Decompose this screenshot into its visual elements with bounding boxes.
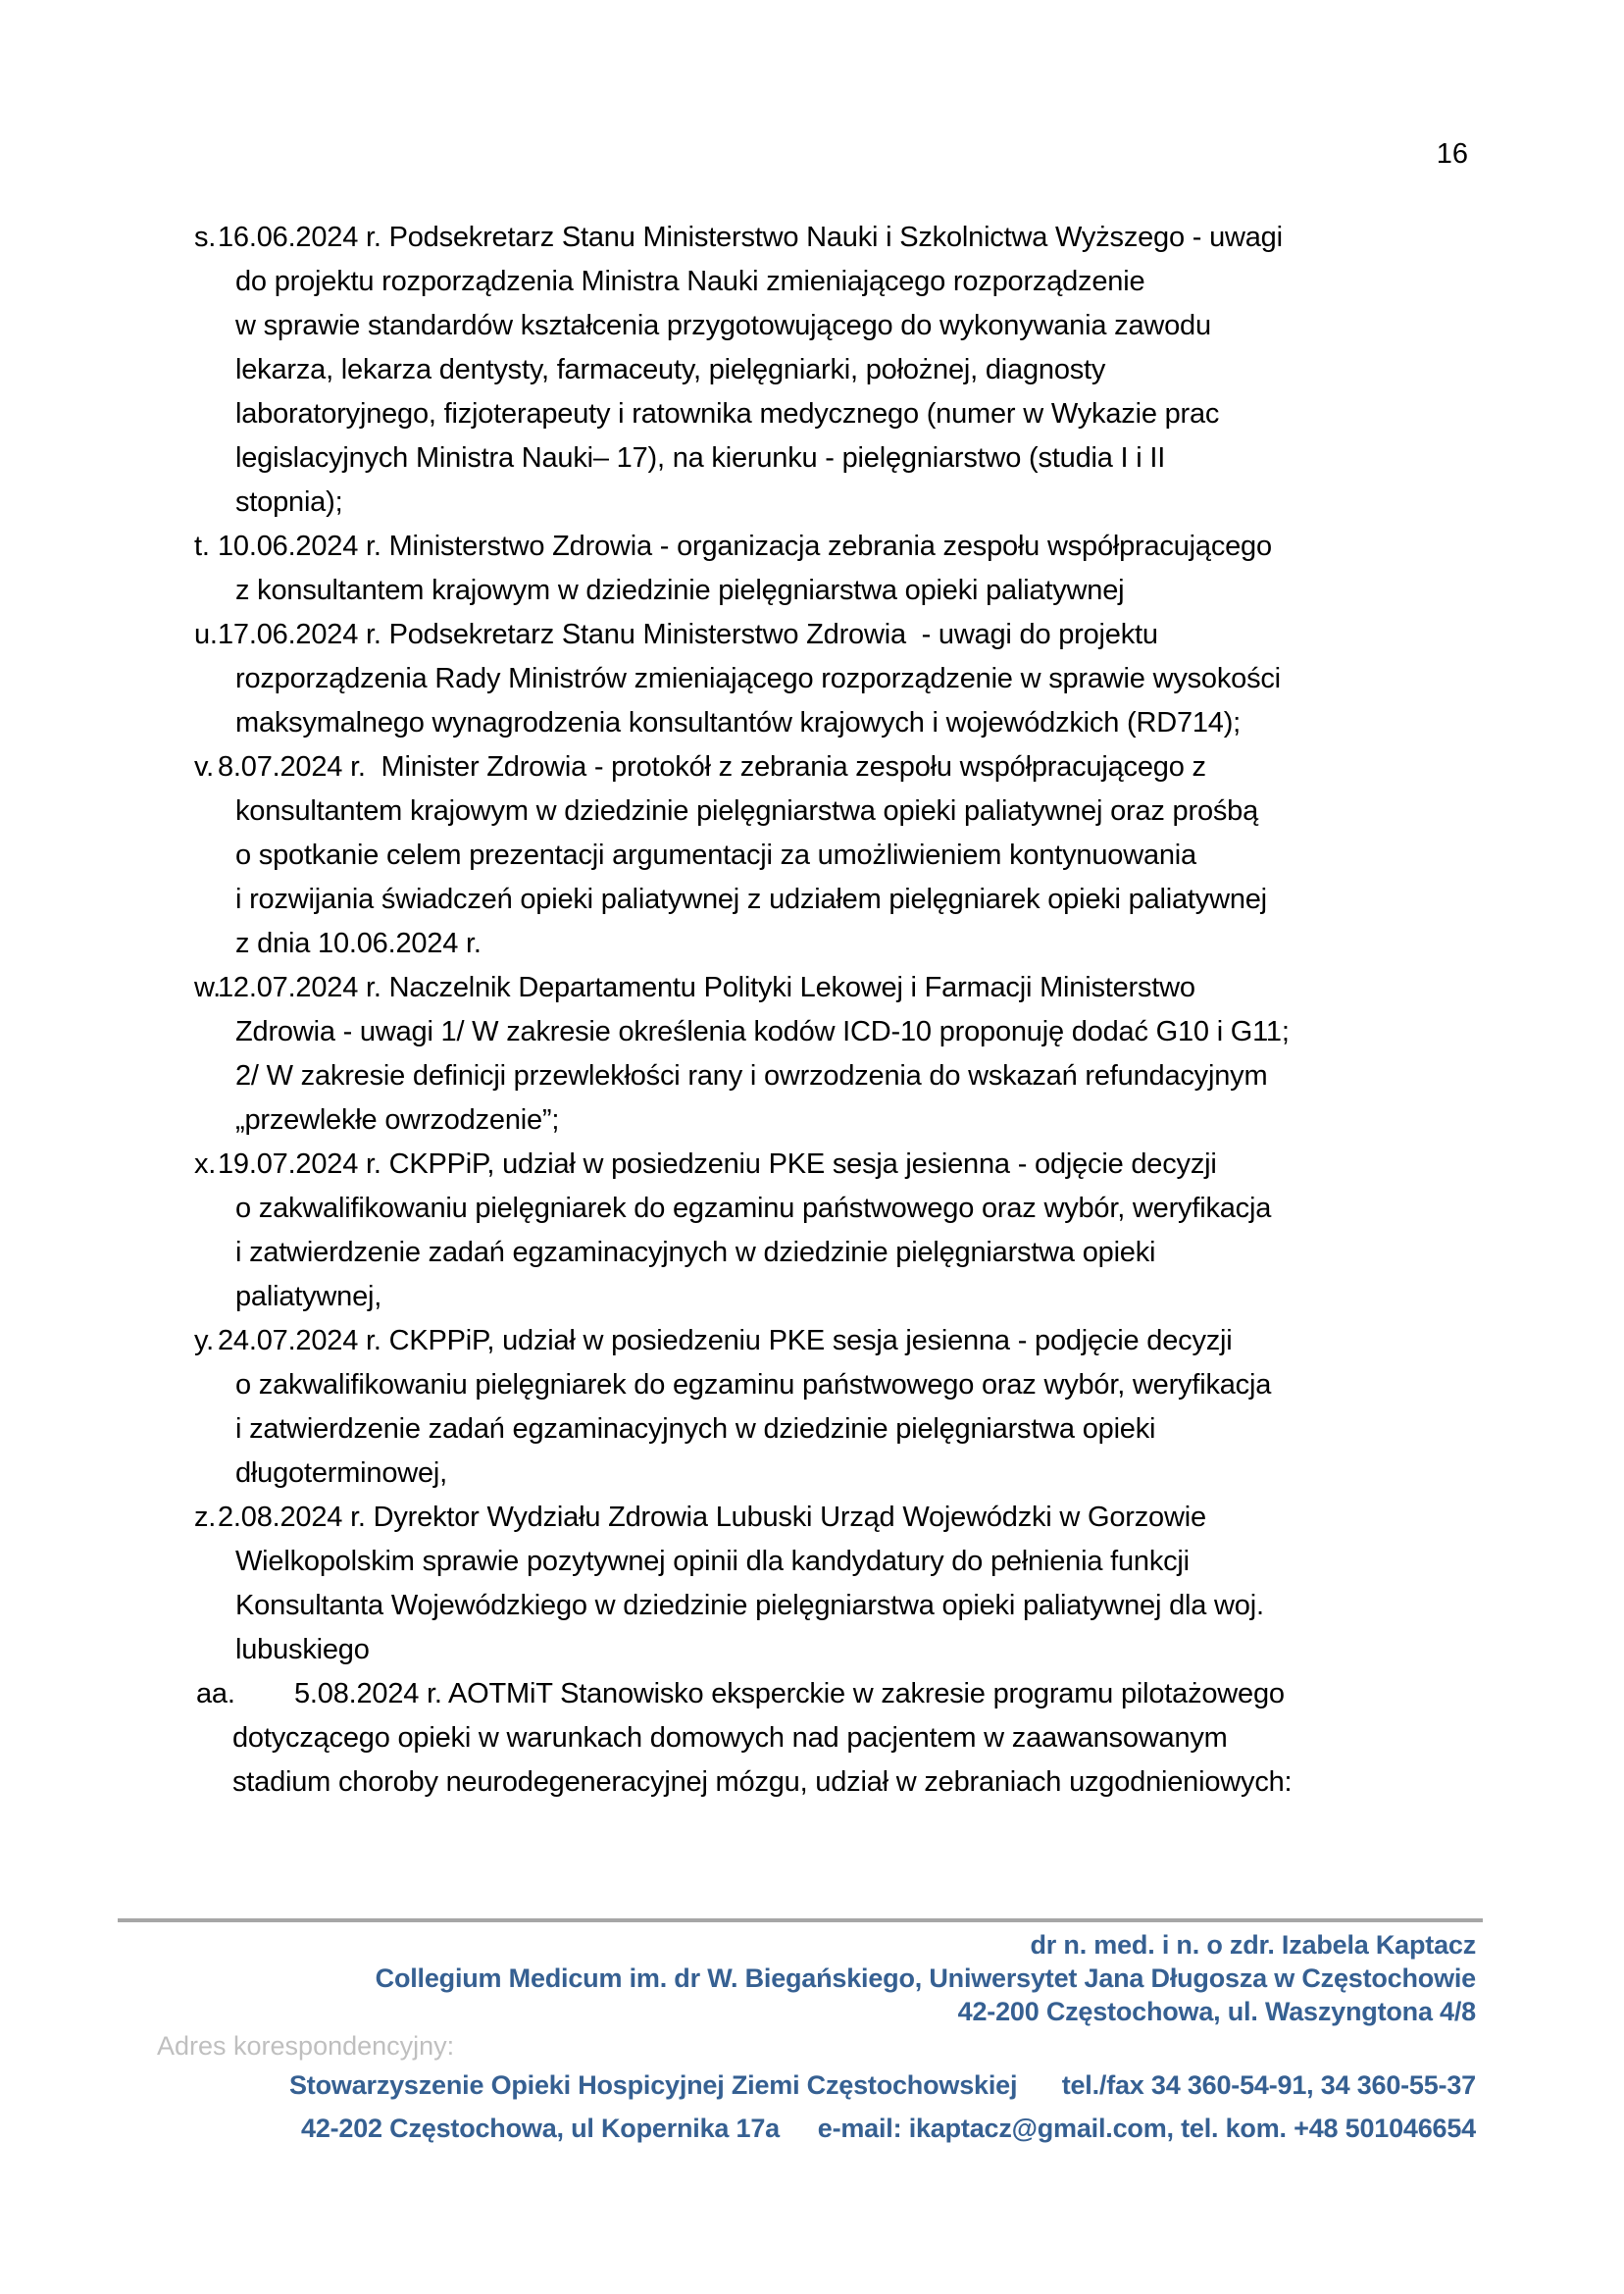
list-item-line: lekarza, lekarza dentysty, farmaceuty, pielęgniarki, położnej, diagnosty	[235, 354, 1106, 385]
correspondence-address-label: Adres korespondencyjny:	[157, 2031, 455, 2061]
footer-contact-rows	[289, 2064, 1476, 2150]
list-item	[194, 1319, 1481, 1496]
list-item-line: o zakwalifikowaniu pielęgniarek do egzaminu państwowego oraz wybór, weryfikacja	[235, 1193, 1272, 1224]
list-item-line: 2.08.2024 r. Dyrektor Wydziału Zdrowia Lubuski Urząd Wojewódzki w Gorzowie	[218, 1502, 1206, 1533]
list-item-marker: t.	[194, 531, 210, 562]
footer-address-text: 42-202 Częstochowa, ul Kopernika 17a	[301, 2114, 780, 2143]
list-item-line: długoterminowej,	[235, 1457, 448, 1489]
list-item-marker: x.	[194, 1148, 217, 1180]
list-item-line: lubuskiego	[235, 1634, 370, 1665]
list-item-marker: z.	[194, 1502, 217, 1533]
list-item-line: 17.06.2024 r. Podsekretarz Stanu Ministerstwo Zdrowia - uwagi do projektu	[218, 619, 1158, 650]
list-item-line: i rozwijania świadczeń opieki paliatywnej z udziałem pielęgniarek opieki paliatywnej	[235, 884, 1267, 915]
signature-block	[376, 1928, 1476, 2028]
list-item-line: stadium choroby neurodegeneracyjnej mózgu, udział w zebraniach uzgodnieniowych:	[232, 1766, 1293, 1798]
list-item	[194, 1143, 1481, 1319]
list-item-marker: v.	[194, 751, 215, 783]
list-item-line: w sprawie standardów kształcenia przygotowującego do wykonywania zawodu	[235, 310, 1211, 341]
list-item-line: i zatwierdzenie zadań egzaminacyjnych w dziedzinie pielęgniarstwa opieki	[235, 1413, 1156, 1445]
list-item-line: 19.07.2024 r. CKPPiP, udział w posiedzeniu PKE sesja jesienna - odjęcie decyzji	[218, 1148, 1217, 1180]
list-item-line: Konsultanta Wojewódzkiego w dziedzinie pielęgniarstwa opieki paliatywnej dla woj.	[235, 1590, 1264, 1621]
list-item	[194, 1496, 1481, 1672]
footer-contact-row	[289, 2064, 1476, 2107]
footer-address-text: Stowarzyszenie Opieki Hospicyjnej Ziemi Częstochowskiej	[289, 2070, 1018, 2100]
list-item-marker: aa.	[196, 1678, 235, 1709]
list-item	[194, 745, 1481, 966]
list-item-marker: w.	[194, 972, 221, 1003]
correspondence-list	[194, 216, 1481, 1805]
page-number: 16	[1436, 138, 1468, 170]
list-item-line: 12.07.2024 r. Naczelnik Departamentu Polityki Lekowej i Farmacji Ministerstwo	[218, 972, 1195, 1003]
footer-divider	[118, 1918, 1483, 1922]
footer-phone-email-text: tel./fax 34 360-54-91, 34 360-55-37	[1061, 2070, 1476, 2100]
list-item-line: 16.06.2024 r. Podsekretarz Stanu Ministerstwo Nauki i Szkolnictwa Wyższego - uwagi	[218, 222, 1283, 253]
list-item-line: Wielkopolskim sprawie pozytywnej opinii dla kandydatury do pełnienia funkcji	[235, 1546, 1190, 1577]
list-item	[194, 216, 1481, 525]
list-item-line: do projektu rozporządzenia Ministra Nauki zmieniającego rozporządzenie	[235, 266, 1145, 297]
signature-line: dr n. med. i n. o zdr. Izabela Kaptacz	[1030, 1930, 1476, 1960]
list-item-line: 2/ W zakresie definicji przewlekłości rany i owrzodzenia do wskazań refundacyjnym	[235, 1060, 1268, 1092]
list-item-line: maksymalnego wynagrodzenia konsultantów krajowych i wojewódzkich (RD714);	[235, 707, 1242, 739]
list-item-line: 5.08.2024 r. AOTMiT Stanowisko eksperckie w zakresie programu pilotażowego	[294, 1678, 1285, 1709]
list-item	[194, 613, 1481, 745]
list-item-line: dotyczącego opieki w warunkach domowych nad pacjentem w zaawansowanym	[232, 1722, 1228, 1754]
list-item-marker: y.	[194, 1325, 215, 1356]
list-item-line: z konsultantem krajowym w dziedzinie pielęgniarstwa opieki paliatywnej	[235, 575, 1125, 606]
list-item-line: o spotkanie celem prezentacji argumentacji za umożliwieniem kontynuowania	[235, 840, 1196, 871]
footer-phone-email-text: e-mail: ikaptacz@gmail.com, tel. kom. +48 501046654	[817, 2114, 1476, 2143]
list-item-line: z dnia 10.06.2024 r.	[235, 928, 482, 959]
list-item-line: „przewlekłe owrzodzenie”;	[235, 1104, 560, 1136]
signature-line: Collegium Medicum im. dr W. Biegańskiego, Uniwersytet Jana Długosza w Częstochowie	[375, 1963, 1476, 1993]
list-item-line: rozporządzenia Rady Ministrów zmieniającego rozporządzenie w sprawie wysokości	[235, 663, 1281, 694]
footer-contact-row	[289, 2107, 1476, 2150]
list-item-marker: s.	[194, 222, 217, 253]
list-item-marker: u.	[194, 619, 218, 650]
list-item-line: 24.07.2024 r. CKPPiP, udział w posiedzeniu PKE sesja jesienna - podjęcie decyzji	[218, 1325, 1233, 1356]
list-item	[194, 1672, 1481, 1805]
list-item-line: o zakwalifikowaniu pielęgniarek do egzaminu państwowego oraz wybór, weryfikacja	[235, 1369, 1272, 1401]
list-item-line: stopnia);	[235, 486, 343, 518]
list-item-line: 10.06.2024 r. Ministerstwo Zdrowia - organizacja zebrania zespołu współpracującego	[218, 531, 1272, 562]
list-item	[194, 525, 1481, 613]
list-item-line: 8.07.2024 r. Minister Zdrowia - protokół z zebrania zespołu współpracującego z	[218, 751, 1206, 783]
list-item-line: paliatywnej,	[235, 1281, 382, 1312]
list-item-line: laboratoryjnego, fizjoterapeuty i ratownika medycznego (numer w Wykazie prac	[235, 398, 1220, 430]
list-item-line: konsultantem krajowym w dziedzinie pielęgniarstwa opieki paliatywnej oraz prośbą	[235, 795, 1259, 827]
list-item-line: Zdrowia - uwagi 1/ W zakresie określenia kodów ICD-10 proponuję dodać G10 i G11;	[235, 1016, 1290, 1047]
signature-line: 42-200 Częstochowa, ul. Waszyngtona 4/8	[957, 1997, 1476, 2026]
list-item	[194, 966, 1481, 1143]
list-item-line: i zatwierdzenie zadań egzaminacyjnych w dziedzinie pielęgniarstwa opieki	[235, 1237, 1156, 1268]
list-item-line: legislacyjnych Ministra Nauki– 17), na kierunku - pielęgniarstwo (studia I i II	[235, 442, 1166, 474]
